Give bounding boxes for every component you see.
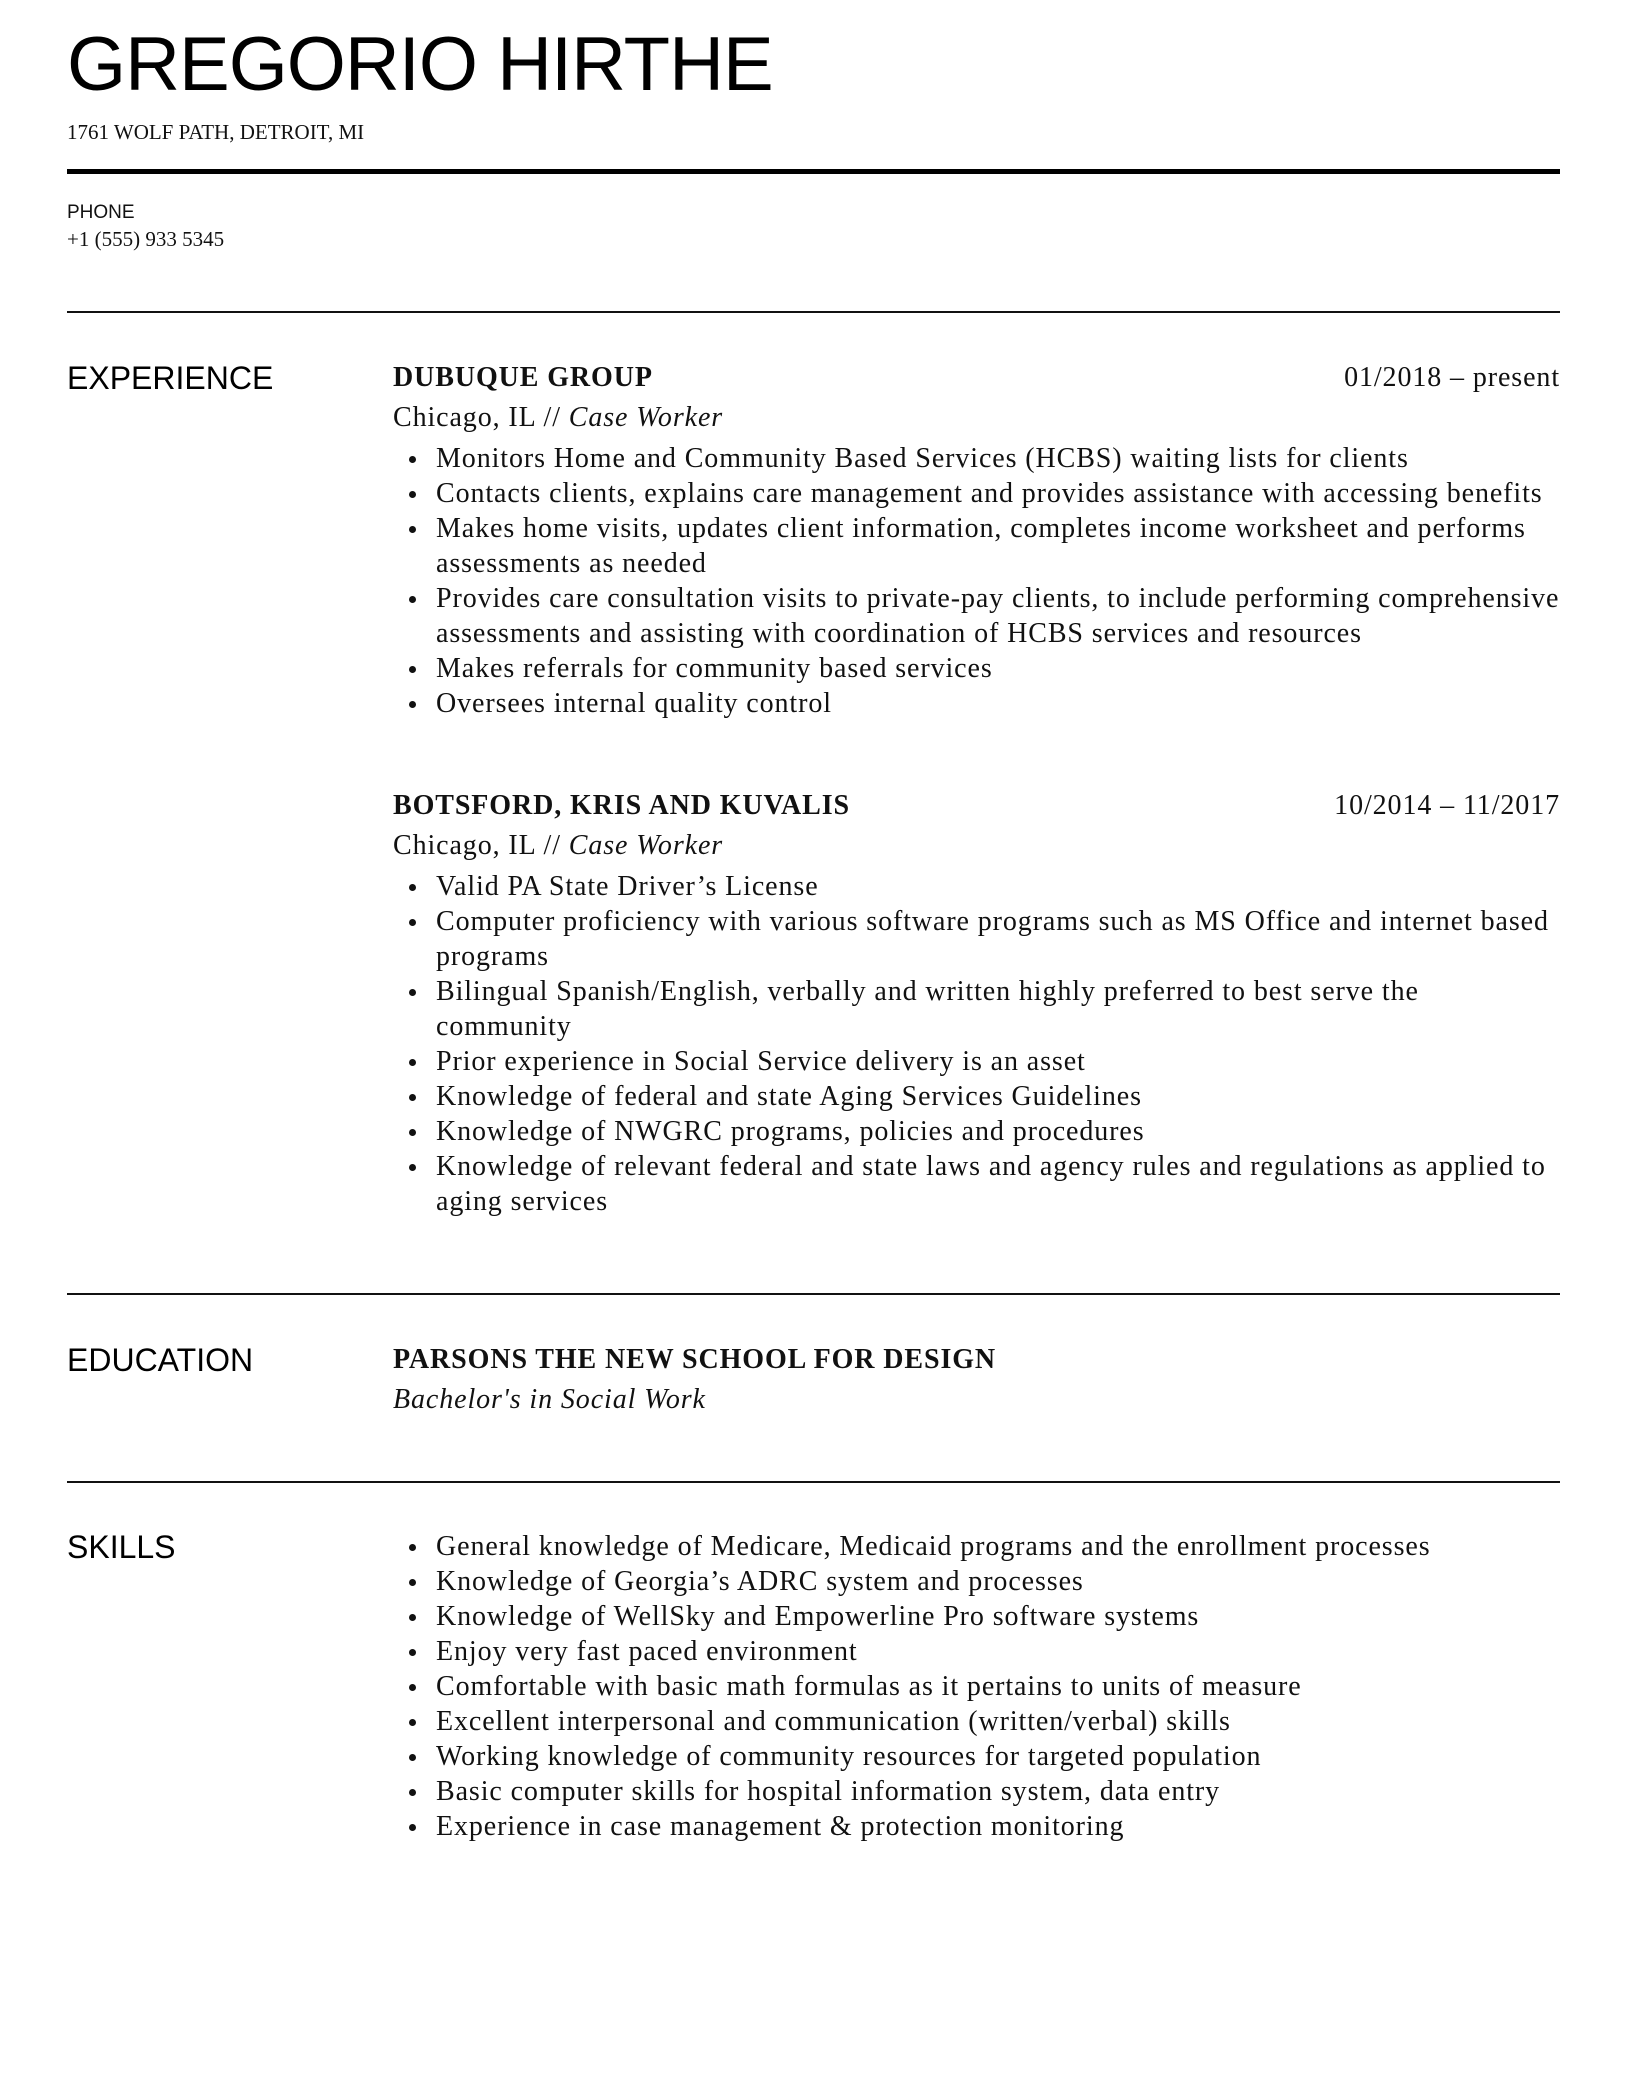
bullet-item: Contacts clients, explains care management and provides assistance with accessing benefits <box>393 476 1560 511</box>
skills-section <box>67 1529 1560 1844</box>
bullet-item: Computer proficiency with various software programs such as MS Office and internet based programs <box>393 904 1560 974</box>
section-title-education: EDUCATION <box>67 1342 254 1378</box>
experience-list <box>393 358 1560 1219</box>
job-location-title <box>393 398 1560 438</box>
job-location: Chicago, IL <box>393 830 536 861</box>
bullet-item: Monitors Home and Community Based Services (HCBS) waiting lists for clients <box>393 441 1560 476</box>
skill-item: Enjoy very fast paced environment <box>393 1634 1560 1669</box>
section-title-experience: EXPERIENCE <box>67 360 274 396</box>
bullet-item: Knowledge of federal and state Aging Services Guidelines <box>393 1079 1560 1114</box>
skill-item: Knowledge of WellSky and Empowerline Pro software systems <box>393 1599 1560 1634</box>
phone-number: +1 (555) 933 5345 <box>67 227 225 251</box>
job-dates: 10/2014 – 11/2017 <box>1334 790 1560 821</box>
job-title: Case Worker <box>568 402 724 433</box>
job-location: Chicago, IL <box>393 402 536 433</box>
bullet-item: Provides care consultation visits to private-pay clients, to include performing comprehensive assessments and assisting with coordination of HCBS services and resources <box>393 581 1560 651</box>
company-name: BOTSFORD, KRIS AND KUVALIS <box>393 790 850 821</box>
bullet-item: Bilingual Spanish/English, verbally and written highly preferred to best serve the community <box>393 974 1560 1044</box>
resume <box>67 0 1560 1844</box>
degree-text: Bachelor's in Social Work <box>393 1384 706 1415</box>
bullet-item: Prior experience in Social Service delivery is an asset <box>393 1044 1560 1079</box>
candidate-name: GREGORIO HIRTHE <box>67 22 773 107</box>
separator: // <box>543 830 561 861</box>
bullet-item: Valid PA State Driver’s License <box>393 869 1560 904</box>
skill-item: Experience in case management & protection monitoring <box>393 1809 1560 1844</box>
bullet-item: Oversees internal quality control <box>393 686 1560 721</box>
job-header <box>393 358 1560 398</box>
bullet-item: Knowledge of relevant federal and state laws and agency rules and regulations as applied to aging services <box>393 1149 1560 1219</box>
job-header <box>393 786 1560 826</box>
skill-item: Comfortable with basic math formulas as it pertains to units of measure <box>393 1669 1560 1704</box>
address: 1761 WOLF PATH, DETROIT, MI <box>67 120 365 144</box>
school-name: PARSONS THE NEW SCHOOL FOR DESIGN <box>393 1344 997 1375</box>
bullet-item: Makes referrals for community based services <box>393 651 1560 686</box>
bullet-item: Makes home visits, updates client information, completes income worksheet and performs assessments as needed <box>393 511 1560 581</box>
job-bullets <box>393 441 1560 721</box>
experience-section <box>67 358 1560 1219</box>
separator: // <box>543 402 561 433</box>
section-divider <box>67 311 1560 313</box>
job-dates: 01/2018 – present <box>1344 362 1560 393</box>
skill-item: Knowledge of Georgia’s ADRC system and processes <box>393 1564 1560 1599</box>
job-entry <box>393 358 1560 721</box>
phone-label: PHONE <box>67 202 135 223</box>
education-section <box>67 1340 1560 1420</box>
skill-item: Basic computer skills for hospital information system, data entry <box>393 1774 1560 1809</box>
skills-list <box>393 1529 1560 1844</box>
job-location-title <box>393 826 1560 866</box>
section-title-skills: SKILLS <box>67 1529 176 1565</box>
bullet-item: Knowledge of NWGRC programs, policies and procedures <box>393 1114 1560 1149</box>
job-title: Case Worker <box>568 830 724 861</box>
degree <box>393 1380 1560 1420</box>
header-divider <box>67 169 1560 174</box>
job-bullets <box>393 869 1560 1219</box>
section-divider <box>67 1293 1560 1295</box>
section-divider <box>67 1481 1560 1483</box>
job-entry <box>393 786 1560 1219</box>
company-name: DUBUQUE GROUP <box>393 362 653 393</box>
skill-item: Excellent interpersonal and communication (written/verbal) skills <box>393 1704 1560 1739</box>
skill-item: Working knowledge of community resources for targeted population <box>393 1739 1560 1774</box>
skill-item: General knowledge of Medicare, Medicaid programs and the enrollment processes <box>393 1529 1560 1564</box>
